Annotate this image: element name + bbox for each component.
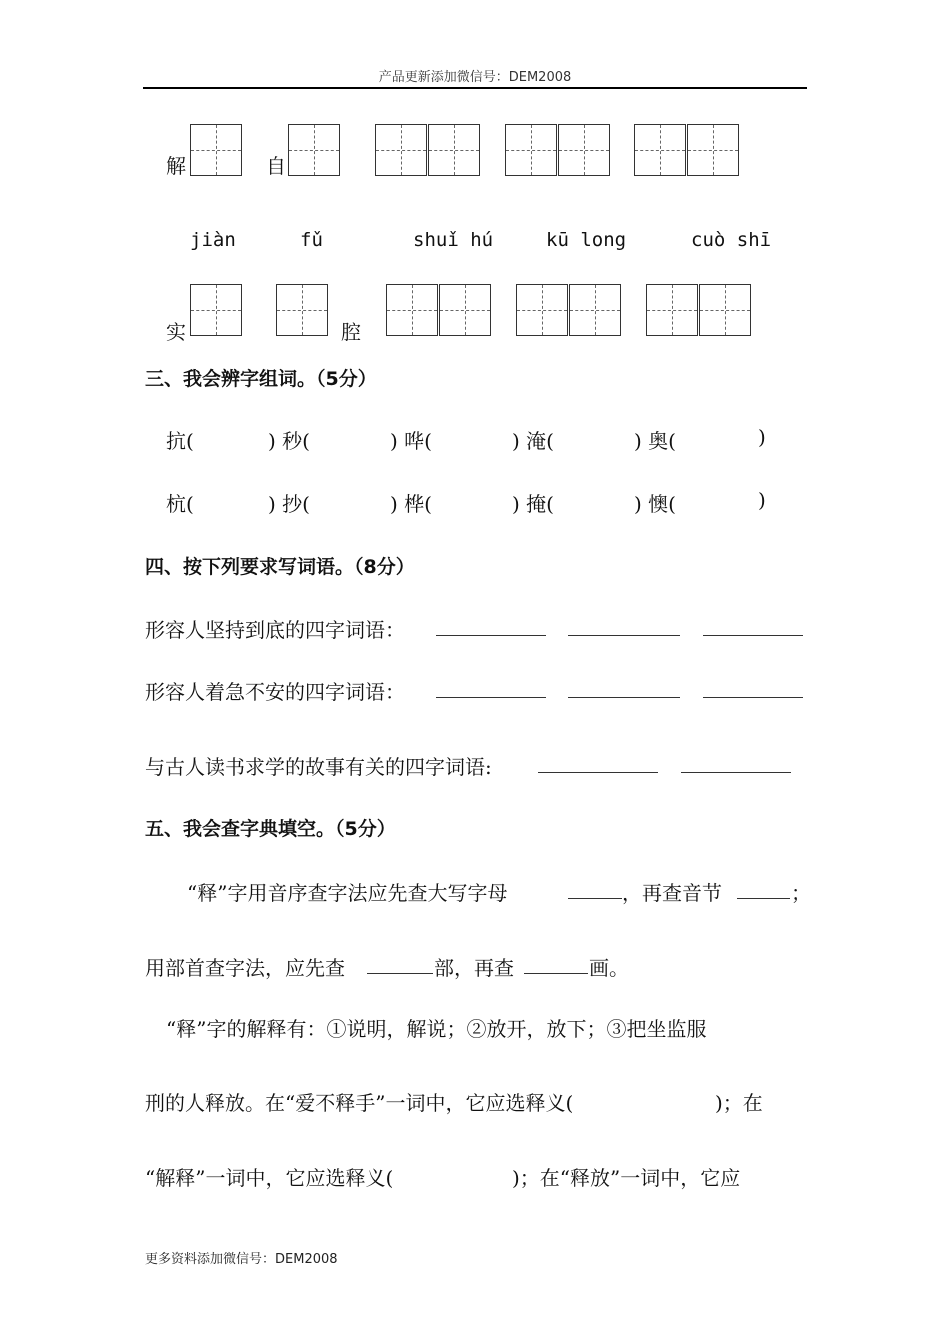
question-ancient-study: 与古人读书求学的故事有关的四字词语:: [145, 755, 492, 779]
word-pair-cell: ) 淹(: [512, 429, 554, 453]
header-rule: [143, 87, 807, 89]
writing-box[interactable]: [276, 284, 328, 336]
answer-blank[interactable]: [524, 972, 588, 974]
word-pair-cell: 抗(: [166, 429, 194, 453]
word-pair-cell: ) 懊(: [634, 492, 676, 516]
writing-box[interactable]: [516, 284, 568, 336]
answer-blank[interactable]: [681, 771, 791, 773]
writing-box[interactable]: [386, 284, 438, 336]
answer-blank[interactable]: [568, 696, 680, 698]
section-3-title: 三、我会辨字组词。（5分）: [145, 368, 377, 390]
question-persevere: 形容人坚持到底的四字词语：: [145, 618, 405, 642]
answer-blank[interactable]: [538, 771, 658, 773]
dict-question-text: 部，再查: [434, 956, 514, 980]
writing-box[interactable]: [558, 124, 610, 176]
pinyin-jian: jiàn: [190, 229, 236, 251]
answer-blank[interactable]: [737, 897, 790, 899]
pinyin-cuoshi: cuò shī: [691, 229, 772, 251]
word-pair-cell: ) 秒(: [268, 429, 310, 453]
answer-blank[interactable]: [568, 634, 680, 636]
dict-question-text: ；: [791, 881, 811, 905]
meaning-question: 刑的人释放。在“爱不释手”一词中，它应选释义(: [145, 1091, 574, 1115]
word-pair-cell: ) 桦(: [390, 492, 432, 516]
writing-box[interactable]: [375, 124, 427, 176]
writing-box[interactable]: [288, 124, 340, 176]
writing-box[interactable]: [569, 284, 621, 336]
section-5-title: 五、我会查字典填空。（5分）: [145, 818, 396, 840]
writing-box[interactable]: [428, 124, 480, 176]
meaning-list: “释”字的解释有：①说明，解说；②放开，放下；③把坐监服: [166, 1017, 707, 1041]
writing-box[interactable]: [505, 124, 557, 176]
pinyin-shuihu: shuǐ hú: [413, 229, 494, 251]
page-header: 产品更新添加微信号：DEM2008: [378, 70, 572, 85]
word-pair-cell: ): [758, 488, 766, 512]
writing-box[interactable]: [190, 124, 242, 176]
writing-box[interactable]: [439, 284, 491, 336]
section-4-title: 四、按下列要求写词语。（8分）: [145, 556, 415, 578]
answer-blank[interactable]: [436, 696, 546, 698]
word-pair-cell: ): [758, 425, 766, 449]
answer-blank[interactable]: [703, 634, 803, 636]
writing-box[interactable]: [634, 124, 686, 176]
meaning-question: )；在: [715, 1091, 763, 1115]
dict-question-text: 画。: [589, 956, 629, 980]
pinyin-fu: fǔ: [300, 229, 323, 251]
writing-box[interactable]: [699, 284, 751, 336]
dict-question-text: 用部首查字法，应先查: [145, 956, 345, 980]
meaning-question: )；在“释放”一词中，它应: [512, 1166, 741, 1190]
char-label-jie: 解: [166, 154, 186, 178]
dict-question-text: “释”字用音序查字法应先查大写字母: [187, 881, 508, 905]
writing-box[interactable]: [687, 124, 739, 176]
word-pair-cell: ) 抄(: [268, 492, 310, 516]
char-label-qiang: 腔: [341, 320, 361, 344]
answer-blank[interactable]: [367, 972, 433, 974]
writing-box[interactable]: [190, 284, 242, 336]
word-pair-cell: ) 掩(: [512, 492, 554, 516]
writing-box[interactable]: [646, 284, 698, 336]
pinyin-kulong: kū long: [546, 229, 627, 251]
meaning-question: “解释”一词中，它应选释义(: [145, 1166, 394, 1190]
char-label-zi: 自: [266, 154, 286, 178]
answer-blank[interactable]: [568, 897, 622, 899]
answer-blank[interactable]: [436, 634, 546, 636]
question-anxious: 形容人着急不安的四字词语：: [145, 680, 405, 704]
word-pair-cell: ) 奥(: [634, 429, 676, 453]
word-pair-cell: ) 哗(: [390, 429, 432, 453]
dict-question-text: ，再查音节: [622, 881, 722, 905]
char-label-shi: 实: [166, 320, 186, 344]
answer-blank[interactable]: [703, 696, 803, 698]
page-footer: 更多资料添加微信号：DEM2008: [145, 1252, 338, 1267]
word-pair-cell: 杭(: [166, 492, 194, 516]
